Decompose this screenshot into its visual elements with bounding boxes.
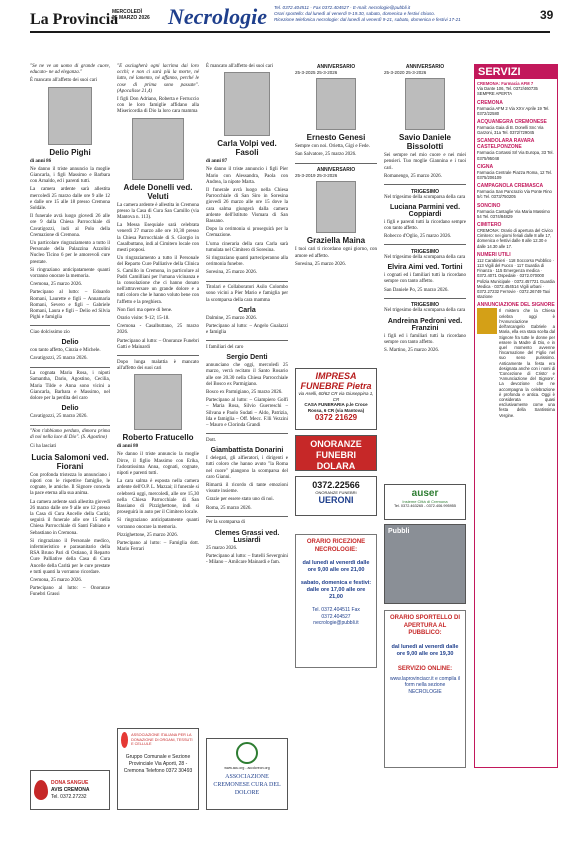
column-2: "E asciugherà ogni lacrima dai loro occhi; e non ci sarà più la morte, né lutto, né lamento, né affanno, perché le cose di prima sono passate". (Apocalisse 21,4) I figli Don Adriano, Roberta e Ferruccio con le loro famiglie affidano alla Misericordia di Dio la loro cara mamma Adele Donelli ved. Veluti La camera ardente è allestita in Cremona presso la Casa di Cura San Camillo (via Mantova n. 113). La Messa Esequiale sarà celebrata venerdì 27 marzo alle ore 10,30 presso la Chiesa Parrocchiale di S. Giorgio in Casalbuttano, indi al Cimitero locale con mesti proposi. Un ringraziamento a tutto il Personale del Reparto Cure Palliative della Clinica S. Camillo in Cremona, in particolare al Padri Camilliani per l'umana vicinanza e la consolazione che ci hanno donato nell'attraversare un grande dolore e a tutti coloro che le hanno voluto bene con l'affetto e la preghiera. Non fiori ma opere di bene. Orario visite: 9-12; 15-18. Cremona - Casalbuttano, 25 marzo 2026. Partecipano al lutto: – Onoranze Funebri Gatti e Mainardi Dopo lunga malattia è mancato all'affetto dei suoi cari Roberto Fratucello di anni 80 Ne danno il triste annuncio la moglie Dirce, il figlio Massimo con Erika, l'adoratissima Anna, cognati, cognate, nipoti e parenti tutti. La cara salma è esposta nella camera ardente dell'O.P. L. Mazzai; il funerale si celebrerà oggi, mercoledì, alle ore 15,30 nella Chiesa Parrocchiale di San Bassiano di Pizzighettone, indi si proseguirà in auto per il Cimitero locale. Si ringraziano anticipatamente quanti vorranno onorare la memoria. Pizzighettone, 25 marzo 2026. Partecipano al lutto: – Famiglia dott. Mario Ferrari: [117, 64, 199, 553]
accd-ad: www.acu.org - accdcreon.org ASSOCIAZIONE CREMONESE CURA DEL DOLORE: [206, 738, 288, 810]
column-5: ANNIVERSARIO 25-3-2020 25-3-2026 Savio Daniele Bissolotti Sei sempre nel mio cuore e nei miei pensieri. Tuo moglie Giannina e i tuoi cari. Romanengo, 25 marzo 2026. TRIGESIMO Nel trigesimo della scomparsa della cara Luciana Parmini ved. Coppiardi i figli e parenti tutti la ricordano sempre con tanto affetto. Robecco d'Oglio, 25 marzo 2026. TRIGESIMO Nel trigesimo della scomparsa della cara Elvira Aimi ved. Tortini i cognati ed i familiari tutti la ricordano sempre con tanto affetto. San Daniele Po, 25 marzo 2026. TRIGESIMO Nel trigesimo della scomparsa della cara Andreina Pedroni ved. Franzini i figli ed i familiari tutti la ricordano sempre con tanto affetto. S. Martino, 25 marzo 2026.: [384, 64, 466, 354]
page-header: [0, 0, 580, 56]
services-sidebar: SERVIZI CREMONA: Farmacia AFM 7 Via Dante 106, Tel. 0372/460735 SEMPRE APERTA CREMONA Farmacia AFM 2 Via XXV Aprile 19 Tel. 0372/22580 ACQUANEGRA CREMONESE Farmacia Gaia di B. Donelli Snc Via Garzoni, 31a Tel. 0372/729045 SCANDOLARA RAVARA CASTELPONZONE Farmacia Cortassi Srl Via Europa, 33 Tel. 0375/95048 CIGNA Farmacia Centrale Piazza Roma, 12 Tel. 0375/206109 CAMPAGNOLA CREMASCA Farmacia San Pancrazio Via Ponte Rino 5/c Tel. 0373/750205 SONCINO Farmacia Cantaglie Via Maria Massimo 54 Tel. 0374/84829 CIMITERO CREMONA: Orario di apertura del Civico Cimitero: nei giorni feriali dalle 8 alle 17, domenica e festivi dalle 8 alle 12.30 e dalle 14.30 alle 17. NUMERI UTILI 112 Carabinieri · 118 Soccorso Pubblico · 113 Vigili del Fuoco · 117 Guardia di Finanza · 115 Emergenza medica · 0372.4071 Ospedale · 0372.070000 Polizia Municipale · 0372.457721 Guardia Medica · 0372.454514 Vigili urbani · 0372.27232 Ferrovie · 0372.26749 Taxi stazione ANNUNCIAZIONE DEL SIGNORE Il mistero che la Chiesa celebra oggi è l'Annunciazione dell'arcangelo Gabriele a Maria, ella era stata scelta dal Signore fra tutte le donne per essere la Madre di Dio, e in quel momento avvenne l'incarnazione del Figlio nel suo seno purissimo. Anticamente la festa era designata anche con i nomi di 'Concezione di Cristo' e 'Annunciazione del Signore'. La devozione che ne accompagna la celebrazione è profonda e antica. Oggi è considerata quasi esclusivamente come una festa della Santissima Vergine.: [474, 64, 558, 768]
newspaper-logo: La Provincia: [30, 11, 119, 28]
ueroni-ad: 0372.22566 ONORANZE FUNEBRI UERONI: [295, 476, 377, 516]
portrait-photo: [134, 374, 182, 430]
divider: [384, 298, 466, 299]
divider: [117, 355, 199, 356]
portrait-photo: [224, 72, 270, 136]
portrait-photo: [316, 78, 356, 130]
portrait-photo: [48, 87, 92, 145]
divider: [30, 325, 110, 326]
avis-ad: DONA SANGUE AVIS CREMONA Tel. 0372.27232: [30, 770, 110, 810]
divider: [206, 281, 288, 282]
divider: [206, 516, 288, 517]
divider: [384, 184, 466, 185]
column-4: ANNIVERSARIO 25-3-2025 25-3-2026 Ernesto Genesi Sempre con noi. Orietta, Gigi e Fede. San Salvatore, 25 marzo 2026. ANNIVERSARIO 25-3-2019 25-3-2026 Graziella Maina I tuoi cari ti ricordano ogni giorno, con amore ed affetto. Soresina, 25 marzo 2026.: [295, 64, 377, 267]
column-3: È mancato all'affetto dei suoi cari Carla Volpi ved. Fasoli di anni 87 Ne danno il triste annuncio i figli Pier Mario con Alessandra, Paola con Andrea, la nipote Marta. Il funerale avrà luogo nella Chiesa Parrocchiale di San Siro in Soresina giovedì 26 marzo alle ore 15 dove la cara salma giungerà dalla camera ardente dell'Istituto Vismara di San Bassano. Dopo la cerimonia si proseguirà per la Cremazione. L'urna cineraria della cara Carla sarà tumulata nel Cimitero di Soresina. Si ringraziano quanti parteciperanno alla cerimonia funebre. Soresina, 25 marzo 2026. Titolari e Collaboratori Asilo Colombo sono vicini a Pier Mario e famiglia per la scomparsa della cara mamma Carla Dalmine, 25 marzo 2026. Partecipano al lutto: – Angelo Gualazzi e famiglia I familiari del caro Sergio Denti annunciano che oggi, mercoledì 25 marzo, verrà recitato il Santo Rosario alle ore 20.30 nella Chiesa Parrocchiale del Bosco ex Parmigiano. Bosco ex Parmigiano, 25 marzo 2026. Partecipano al lutto: – Giampiero Golfi – Maria Rosa, Silvio Guerreschi – Silvana e Paolo Sudati – Aldo, Patrizia, Ida e famiglia – Off. Mecc. F.lli Vezzini – Mauro e Clorinda Grandi Dott. Giambattista Donarini I delegati, gli alfieratori, i dirigenti e tutti coloro che hanno avuto "la Roma nel cuore" piangono la scomparsa del caro Gianni. Rimarrà il ricordo di tante emozioni vissute insieme. Grazie per essere stato uno di noi. Roma, 25 marzo 2026. Per la scomparsa di Clemes Grassi ved. Lusiardi 25 marzo 2026. Partecipano al lutto: – fratelli Severgnini - Milano – Amilcare Mainardi e fam.: [206, 64, 288, 565]
divider: [384, 244, 466, 245]
column-1: "Se ne ve un uomo di grande cuore, educato- ne ad eleganza." È mancato all'affetto dei suoi cari Delio Pighi di anni 86 Ne danno il triste annuncio la moglie Giancarla, i figli Massimo e Barbara con Arnaldo, ed i parenti tutti. La camera ardente sarà allestita mercoledì 25 marzo dalle ore 9 alle 12 e dalle ore 15 alle 18 presso Cremona Soldàle. Il funerale avrà luogo giovedì 26 alle ore 9 dalla Chiesa Parrocchiale di Cavatigozzi, indi al Polo della Cremazione di Cremona. Un particolare ringraziamento a tutto il Personale della Palazzina Azzolini Nucleo Ticino 6 per le amorevoli cure prestate. Si ringraziano anticipatamente quanti vorranno onorare la memoria. Cremona, 25 marzo 2026. Partecipano al lutto: – Edoardo Romani, Laurette e figli – Annamaria Romani, Severo e figli – Gabriele Romani, Laura e figli – Delio ed Silvia Pighi e famiglia Ciao dolcissimo zio Delio con tanto affetto, Cinzia e Michele. Cavatigozzi, 25 marzo 2026. La cognata Maria Rosa, i nipoti Samantha, Dario, Agostino, Cecilia, Maria Tilde e Anna sono vicini a Giancarla, Barbara e Massimo, nel dolore per la perdita del caro Delio Cavatigozzi, 25 marzo 2026. "Non t'abbiamo perduto, dimora prima di noi nella luce di Dio". (S. Agostino) Ci ha lasciati Lucia Salomoni ved. Fiorani Con profonda tristezza lo annunciano i nipoti con le rispettive famiglie, le cognate, le amiche. Il Signore conceda la pace eterna alla sua anima. La camera ardente sarà allestita giovedì 26 marzo dalle ore 9 alle ore 12 presso la Casa di Cura Ancelle della Carità; seguirà il funerale alle ore 15 nella Chiesa Parrocchiale di Santi Fabiano e Sebastiano in Cremona. Si ringraziano il Personale medico, infermieristico e parasanitario della RSA Bruno Pari di Ostiano, il Reparto Cure Palliative della Casa di Cura Ancelle della Carità per le cure prestate e tutti quanti la vorranno ricordare. Cremona, 25 marzo 2026. Partecipano al lutto: – Onoranze Funebri Grassi: [30, 64, 110, 598]
portrait-photo: [132, 118, 184, 180]
deceased-name: Savio Daniele Bissolotti: [398, 133, 452, 152]
deceased-name: Roberto Fratucello: [122, 433, 194, 443]
deceased-name: Lucia Salomoni ved. Fiorani: [31, 452, 109, 471]
issue-date: MERCOLEDÌ 25 MARZO 2026: [112, 9, 150, 21]
divider: [206, 433, 288, 434]
saint-image: [477, 308, 497, 334]
header-info: Tel. 0372.404511 · Fax 0372.404527 · E-mail: necrologie@pubbli.it Orari sportello: dal lunedì al venerdì 9-19.30, sabato, domenica e festivi chiuso. Ricezione telefonica necrologie: dal lunedì al venerdì 9-21, sabato, domenica e festivi 17-21: [274, 5, 461, 22]
portrait-photo: [405, 78, 445, 130]
orario-ricezione-box: ORARIO RICEZIONE NECROLOGIE: dal lunedì al venerdì dalle ore 9,00 alle ore 21,00 sabato, domenica e festivi: dalle ore 17,00 alle ore 21,00 Tel. 0372.404511 Fax 0372.404527 necrologie@pubbli.it: [295, 534, 377, 668]
aido-logo-icon: [121, 732, 128, 748]
deceased-name: Adele Donelli ved. Veluti: [123, 182, 193, 201]
aido-ad: ASSOCIAZIONE ITALIANA PER LA DONAZIONE DI ORGANI, TESSUTI E CELLULE Gruppo Comunale e Sezione Provinciale Via Aporti, 28 - Cremona Telefono 0372 30493: [117, 728, 199, 810]
orario-sportello-box: ORARIO SPORTELLO DI APERTURA AL PUBBLICO: dal lunedì al venerdì dalle ore 9,00 alle ore 19,30 SERVIZIO ONLINE: www.laprovinciacr.it e compila il form nella sezione NECROLOGIE: [384, 610, 466, 768]
pubbli-office-photo: Pubbli: [384, 524, 466, 604]
section-title: Necrologie: [168, 4, 267, 29]
pietra-ad: IMPRESA FUNEBRE Pietra via Aselli, 60/62 CR via Giuseppina 1, CR CASA FUNERARIA p.le Croce Rossa, 6 CR (via Mantova) 0372 21629: [295, 368, 377, 430]
header-rule: [30, 31, 550, 33]
divider: [30, 367, 110, 368]
dolara-ad: ONORANZE FUNEBRI DOLARA CREMONA · 0372 434913: [295, 435, 377, 471]
divider: [295, 163, 377, 164]
divider: [206, 340, 288, 341]
accd-logo-icon: [236, 742, 258, 764]
deceased-name: Delio Pighi: [49, 147, 91, 157]
page-number: 39: [540, 8, 554, 22]
auser-ad: auser Insieme Città di Cremona Tel. 0372.463265 - 0372.406.995955: [384, 484, 466, 520]
divider: [30, 425, 110, 426]
deceased-name: Ernesto Genesi: [306, 133, 366, 143]
blood-drop-icon: [34, 780, 48, 800]
portrait-photo: [316, 181, 356, 233]
deceased-name: Graziella Maina: [306, 236, 366, 246]
deceased-name: Carla Volpi ved. Fasoli: [217, 139, 277, 158]
